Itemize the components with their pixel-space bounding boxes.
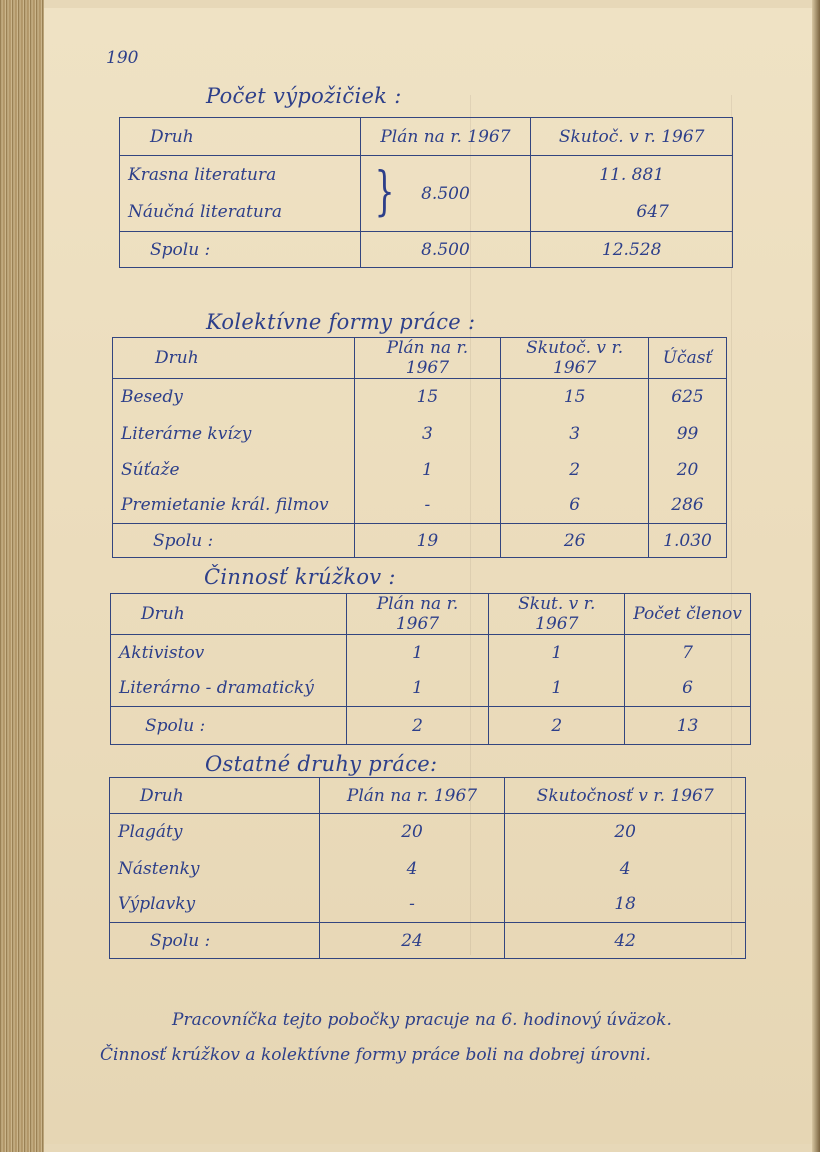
total-cell: 19 [354, 524, 501, 558]
total-label: Spolu : [111, 707, 347, 745]
value-cell: 4 [505, 851, 746, 887]
value-cell: 18 [505, 887, 746, 923]
total-cell: 8.500 [360, 232, 531, 268]
other-work-table [109, 777, 746, 959]
header-cell: Účasť [649, 338, 727, 379]
section-title-other: Ostatné druhy práce: [205, 752, 438, 776]
circles-table [110, 593, 751, 745]
value-cell: 20 [505, 814, 746, 851]
total-label: Spolu : [110, 923, 320, 959]
page-number: 190 [106, 48, 139, 68]
value-cell: 1 [346, 635, 489, 671]
value-cell: 1 [489, 635, 625, 671]
header-cell: Skutoč. v r. 1967 [531, 118, 733, 156]
value-cell: 99 [649, 416, 727, 452]
total-cell: 1.030 [649, 524, 727, 558]
header-cell: Počet členov [625, 594, 751, 635]
value-cell: - [319, 887, 505, 923]
header-cell: Plán na r. 1967 [354, 338, 501, 379]
total-cell: 26 [501, 524, 649, 558]
row-label: Literárne kvízy [113, 416, 355, 452]
page-edge-right [812, 0, 820, 1152]
header-cell: Plán na r. 1967 [319, 778, 505, 814]
closing-note-1: Pracovníčka tejto pobočky pracuje na 6. hodinový úväzok. [172, 1010, 672, 1030]
total-cell: 42 [505, 923, 746, 959]
total-cell: 24 [319, 923, 505, 959]
total-cell: 2 [489, 707, 625, 745]
total-cell: 2 [346, 707, 489, 745]
value-cell: 20 [319, 814, 505, 851]
header-cell: Plán na r. 1967 [346, 594, 489, 635]
loans-table [119, 117, 733, 268]
row-label: Náučná literatura [120, 194, 361, 232]
value-cell: 6 [625, 671, 751, 707]
header-cell: Druh [113, 338, 355, 379]
total-label: Spolu : [120, 232, 361, 268]
header-cell: Druh [120, 118, 361, 156]
header-cell: Druh [111, 594, 347, 635]
row-label: Plagáty [110, 814, 320, 851]
value-cell: 3 [501, 416, 649, 452]
value-cell: 6 [501, 488, 649, 524]
value-cell: - [354, 488, 501, 524]
row-label: Premietanie král. filmov [113, 488, 355, 524]
value-cell: 3 [354, 416, 501, 452]
value-cell: 625 [649, 379, 727, 416]
plan-cell: 8.500 [360, 156, 531, 232]
section-title-loans: Počet výpožičiek : [206, 84, 402, 108]
header-cell: Skutočnosť v r. 1967 [505, 778, 746, 814]
section-title-circles: Činnosť krúžkov : [204, 565, 396, 589]
value-cell: 15 [354, 379, 501, 416]
value-cell: 1 [489, 671, 625, 707]
value-cell: 647 [531, 194, 733, 232]
total-label: Spolu : [113, 524, 355, 558]
closing-note-2: Činnosť krúžkov a kolektívne formy práce boli na dobrej úrovni. [100, 1045, 651, 1065]
collective-table [112, 337, 727, 558]
value-cell: 286 [649, 488, 727, 524]
value-cell: 20 [649, 452, 727, 488]
header-cell: Skutoč. v r. 1967 [501, 338, 649, 379]
value-cell: 1 [354, 452, 501, 488]
header-cell: Skut. v r. 1967 [489, 594, 625, 635]
row-label: Besedy [113, 379, 355, 416]
value-cell: 15 [501, 379, 649, 416]
header-cell: Druh [110, 778, 320, 814]
page-edges [0, 0, 44, 1152]
brace-symbol: } [374, 162, 395, 222]
row-label: Výplavky [110, 887, 320, 923]
header-cell: Plán na r. 1967 [360, 118, 531, 156]
value-cell: 4 [319, 851, 505, 887]
row-label: Aktivistov [111, 635, 347, 671]
value-cell: 11. 881 [531, 156, 733, 194]
row-label: Krasna literatura [120, 156, 361, 194]
total-cell: 13 [625, 707, 751, 745]
row-label: Literárno - dramatický [111, 671, 347, 707]
total-cell: 12.528 [531, 232, 733, 268]
row-label: Súťaže [113, 452, 355, 488]
row-label: Nástenky [110, 851, 320, 887]
value-cell: 1 [346, 671, 489, 707]
section-title-collective: Kolektívne formy práce : [206, 310, 476, 334]
value-cell: 7 [625, 635, 751, 671]
value-cell: 2 [501, 452, 649, 488]
